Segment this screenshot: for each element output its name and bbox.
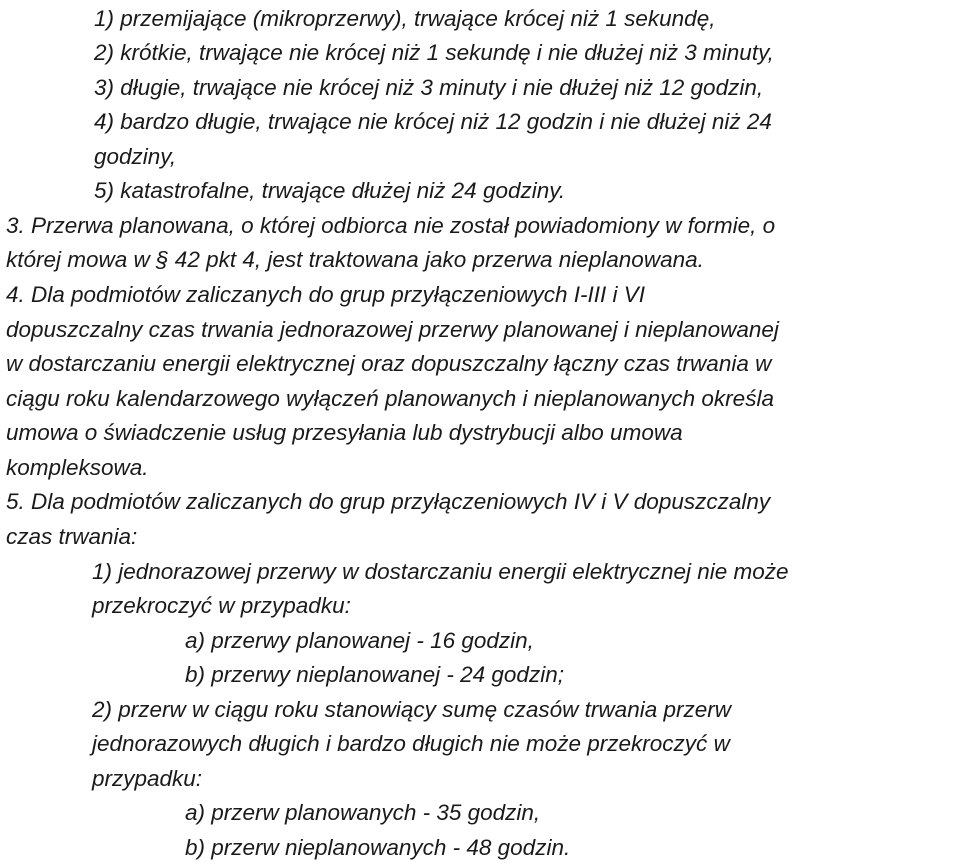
text-line: b) przerwy nieplanowanej - 24 godzin; [185, 662, 564, 687]
text-line: 3) długie, trwające nie krócej niż 3 minuty i nie dłużej niż 12 godzin, [94, 75, 764, 100]
text-line: jednorazowych długich i bardzo długich nie może przekroczyć w [92, 731, 730, 756]
text-line: umowa o świadczenie usług przesyłania lub dystrybucji albo umowa [6, 420, 683, 445]
text-line: 4) bardzo długie, trwające nie krócej niż 12 godzin i nie dłużej niż 24 [94, 109, 772, 134]
text-line: 5) katastrofalne, trwające dłużej niż 24 godziny. [94, 178, 566, 203]
text-line: 2) przerw w ciągu roku stanowiący sumę czasów trwania przerw [92, 697, 731, 722]
text-line: 1) jednorazowej przerwy w dostarczaniu energii elektrycznej nie może [92, 559, 789, 584]
text-line: a) przerwy planowanej - 16 godzin, [185, 628, 534, 653]
text-line: dopuszczalny czas trwania jednorazowej przerwy planowanej i nieplanowanej [6, 317, 779, 342]
text-line: ciągu roku kalendarzowego wyłączeń planowanych i nieplanowanych określa [6, 386, 774, 411]
text-line: 1) przemijające (mikroprzerwy), trwające krócej niż 1 sekundę, [94, 6, 716, 31]
text-line: b) przerw nieplanowanych - 48 godzin. [185, 835, 571, 860]
text-line: której mowa w § 42 pkt 4, jest traktowana jako przerwa nieplanowana. [6, 247, 704, 272]
text-line: a) przerw planowanych - 35 godzin, [185, 800, 541, 825]
text-line: 3. Przerwa planowana, o której odbiorca nie został powiadomiony w formie, o [6, 213, 776, 238]
text-line: przekroczyć w przypadku: [92, 593, 351, 618]
text-line: 5. Dla podmiotów zaliczanych do grup przyłączeniowych IV i V dopuszczalny [6, 489, 771, 514]
text-line: godziny, [94, 144, 177, 169]
text-line: czas trwania: [6, 524, 138, 549]
text-line: przypadku: [92, 766, 203, 791]
text-line: 2) krótkie, trwające nie krócej niż 1 sekundę i nie dłużej niż 3 minuty, [94, 40, 774, 65]
text-line: kompleksowa. [6, 455, 149, 480]
text-line: 4. Dla podmiotów zaliczanych do grup przyłączeniowych I-III i VI [6, 282, 646, 307]
text-line: w dostarczaniu energii elektrycznej oraz dopuszczalny łączny czas trwania w [6, 351, 772, 376]
